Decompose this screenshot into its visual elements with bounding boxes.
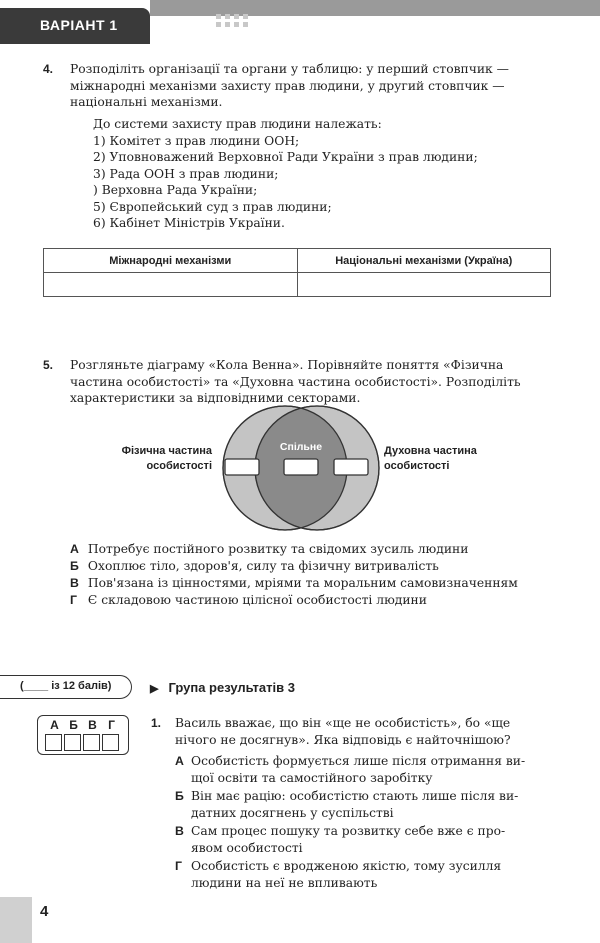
q5-option-text: Охоплює тіло, здоров'я, силу та фізичну витривалість	[87, 559, 439, 573]
q4-item: 1) Комітет з прав людини ООН;	[93, 133, 300, 148]
q1-text	[175, 715, 565, 748]
answer-letter: А	[50, 718, 59, 732]
q4-item: 2) Уповноважений Верховної Ради України з прав людини;	[93, 150, 478, 164]
q4-answer-table	[43, 248, 551, 297]
q1-option	[175, 753, 555, 786]
q5-option-letter: А	[70, 542, 79, 556]
answer-grid-letters	[45, 718, 121, 732]
q4-intro: До системи захисту прав людини належать:	[93, 117, 382, 131]
q1-option-line: Особистість формується лише після отримання ви-	[191, 754, 526, 768]
q5-number: 5.	[43, 358, 54, 372]
q4-table-header-national: Національні механізми (Україна)	[297, 249, 551, 273]
q5-option-text: Потребує постійного розвитку та свідомих зусиль людини	[87, 542, 469, 556]
q4-number: 4.	[43, 62, 54, 76]
q1-option	[175, 858, 555, 891]
header-dots-decoration	[216, 14, 256, 36]
answer-letter: Г	[108, 718, 115, 732]
q1-option	[175, 788, 555, 821]
q4-item: 6) Кабінет Міністрів України.	[93, 216, 285, 230]
q1-option-line: Сам процес пошуку та розвитку себе вже є про-	[191, 824, 506, 838]
q4-item: ) Верховна Рада України;	[93, 183, 258, 197]
venn-right-label	[384, 444, 504, 474]
q1-text-line: нічого не досягнув». Яка відповідь є найточнішою?	[175, 732, 511, 747]
venn-center-answer-box[interactable]	[284, 459, 318, 475]
q5-options	[70, 541, 518, 609]
q5-option	[70, 592, 518, 609]
q1-option-line: людини на неї не впливають	[191, 875, 378, 890]
q4-table-cell-national[interactable]	[297, 273, 551, 297]
answer-grid-cells	[45, 734, 121, 755]
q1-option-letter: А	[175, 754, 184, 768]
venn-diagram	[0, 405, 600, 535]
q4-table-header-international: Міжнародні механізми	[44, 249, 298, 273]
q5-text-line: частина особистості» та «Духовна частина особистості». Розподіліть	[70, 374, 521, 389]
q5-text	[70, 357, 560, 407]
q1-options	[175, 753, 555, 893]
q5-text-line: характеристики за відповідними секторами.	[70, 391, 361, 405]
triangle-right-icon: ▶	[150, 683, 159, 695]
q4-text-line: міжнародні механізми захисту прав людини, у другий стовпчик —	[70, 78, 505, 93]
score-badge: (____ із 12 балів)	[0, 675, 132, 699]
q5-option-text: Є складовою частиною цілісної особистості людини	[87, 593, 427, 607]
answer-checkbox-b[interactable]	[64, 734, 81, 751]
q4-item: 3) Рада ООН з прав людини;	[93, 166, 279, 181]
footer-grey-block	[0, 897, 32, 943]
q5-option	[70, 541, 518, 558]
q1-option-line: щої освіти та самостійного заробітку	[191, 770, 433, 785]
venn-left-label-line: Фізична частина	[121, 445, 212, 457]
answer-checkbox-a[interactable]	[45, 734, 62, 751]
q5-option-text: Пов'язана із цінностями, мріями та моральним самовизначенням	[87, 576, 518, 590]
answer-letter: В	[88, 718, 97, 732]
q1-option-line: Він має рацію: особистістю стають лише після ви-	[191, 789, 519, 803]
q1-text-line: Василь вважає, що він «ще не особистість», бо «ще	[175, 716, 511, 730]
answer-checkbox-g[interactable]	[102, 734, 119, 751]
q1-option-line: датних досягнень у суспільстві	[191, 805, 394, 820]
q1-number: 1.	[151, 716, 162, 730]
page-number: 4	[40, 903, 49, 920]
q4-text	[70, 61, 560, 111]
q1-option	[175, 823, 555, 856]
group-title: Група результатів 3	[168, 680, 295, 695]
q1-option-line: явом особистості	[191, 840, 303, 855]
q5-option	[70, 558, 518, 575]
q4-text-line: національні механізми.	[70, 95, 223, 109]
group-heading	[150, 680, 295, 695]
q1-option-letter: Б	[175, 789, 184, 803]
venn-left-answer-box[interactable]	[225, 459, 259, 475]
q1-option-line: Особистість є вродженою якістю, тому зусилля	[191, 859, 502, 873]
variant-tab: ВАРІАНТ 1	[0, 8, 150, 44]
q5-option	[70, 575, 518, 592]
q1-option-letter: Г	[175, 859, 182, 873]
q4-text-line: Розподіліть організації та органи у таблицю: у перший стовпчик —	[70, 62, 509, 76]
q4-item: 5) Європейський суд з прав людини;	[93, 199, 332, 214]
q5-option-letter: Г	[70, 593, 77, 607]
header-band	[0, 0, 600, 46]
answer-letter: Б	[69, 718, 78, 732]
q4-list	[93, 116, 478, 232]
q4-table-cell-international[interactable]	[44, 273, 298, 297]
q5-text-line: Розгляньте діаграму «Кола Венна». Порівняйте поняття «Фізична	[70, 358, 504, 372]
answer-grid	[37, 715, 129, 755]
venn-right-answer-box[interactable]	[334, 459, 368, 475]
venn-right-label-line: Духовна частина	[384, 445, 477, 457]
venn-right-label-line: особистості	[384, 460, 450, 472]
venn-left-label-line: особистості	[146, 460, 212, 472]
q1-option-letter: В	[175, 824, 184, 838]
venn-left-label	[100, 444, 212, 474]
q5-option-letter: Б	[70, 559, 79, 573]
venn-center-label: Спільне	[276, 440, 326, 455]
q5-option-letter: В	[70, 576, 79, 590]
answer-checkbox-v[interactable]	[83, 734, 100, 751]
